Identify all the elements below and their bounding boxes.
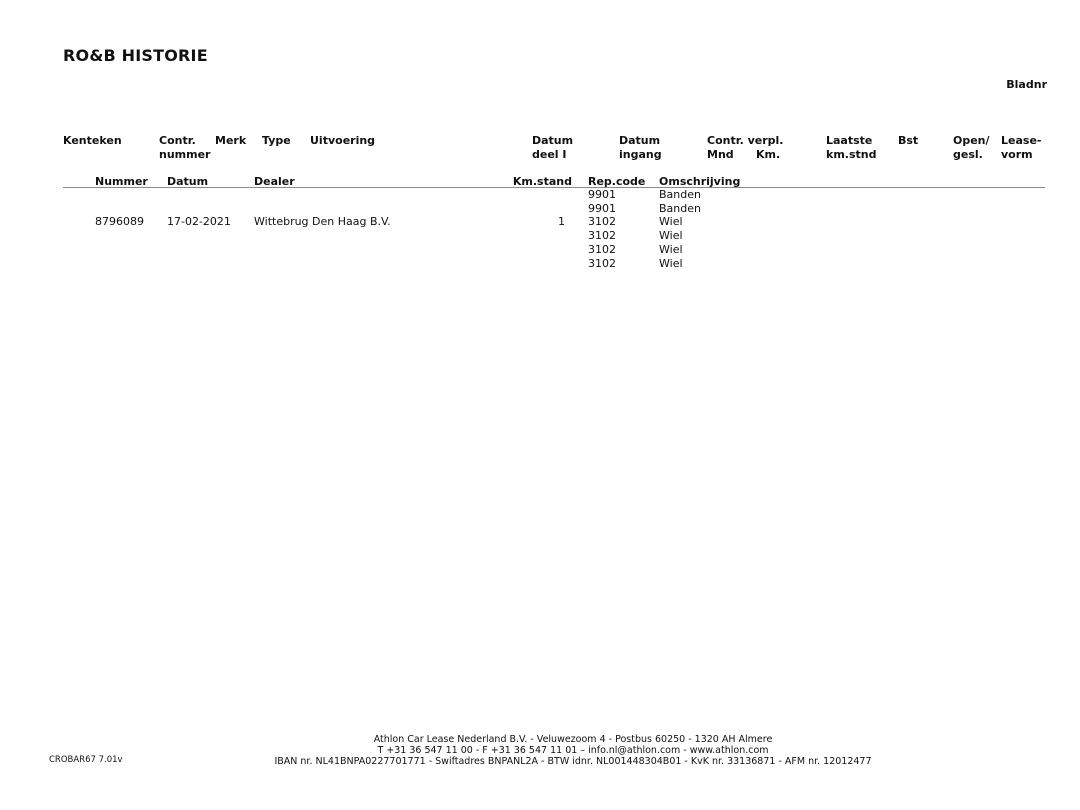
record-kmstand: 1	[558, 215, 565, 228]
col-contr-verpl: Contr. verpl.	[707, 134, 784, 147]
col-kmstand: Km.stand	[512, 175, 572, 188]
header-divider	[63, 187, 1045, 188]
page-title: RO&B HISTORIE	[63, 46, 208, 65]
col-mnd: Mnd	[707, 147, 734, 161]
repair-line-omschrijving: Banden	[659, 202, 701, 215]
footer-registration: IBAN nr. NL41BNPA0227701771 - Swiftadres BNPANL2A - BTW idnr. NL001448304B01 - KvK nr. 33136871 - AFM nr. 12012477	[274, 756, 872, 767]
col-datum: Datum	[167, 175, 209, 188]
record-dealer: Wittebrug Den Haag B.V.	[254, 215, 391, 228]
record-datum: 17-02-2021	[167, 215, 231, 228]
repair-line-omschrijving: Wiel	[659, 215, 683, 228]
repair-line-repcode: 3102	[588, 229, 616, 242]
col-datum-deel-i: Datum deel I	[532, 134, 574, 161]
col-merk: Merk	[215, 134, 247, 147]
col-uitvoering: Uitvoering	[310, 134, 376, 147]
form-code: CROBAR67 7.01v	[49, 755, 123, 765]
col-bst: Bst	[898, 134, 919, 147]
repair-line-omschrijving: Wiel	[659, 229, 683, 242]
repair-line-omschrijving: Wiel	[659, 243, 683, 256]
repair-line-omschrijving: Wiel	[659, 257, 683, 270]
col-laatste-kmstnd: Laatste km.stnd	[826, 134, 877, 161]
col-open-gesl: Open/ gesl.	[953, 134, 990, 161]
col-type: Type	[262, 134, 291, 147]
col-kenteken: Kenteken	[63, 134, 122, 147]
col-km: Km.	[756, 147, 781, 161]
footer-address: Athlon Car Lease Nederland B.V. - Veluwezoom 4 - Postbus 60250 - 1320 AH Almere	[373, 734, 773, 745]
repair-line-repcode: 3102	[588, 257, 616, 270]
repair-line-repcode: 9901	[588, 202, 616, 215]
repair-line-omschrijving: Banden	[659, 188, 701, 201]
col-dealer: Dealer	[254, 175, 295, 188]
col-nummer: Nummer	[95, 175, 148, 188]
col-lease-vorm: Lease- vorm	[1001, 134, 1042, 161]
repair-line-repcode: 3102	[588, 243, 616, 256]
company-footer	[200, 734, 946, 767]
record-nummer: 8796089	[95, 215, 144, 228]
footer-contact: T +31 36 547 11 00 - F +31 36 547 11 01 – info.nl@athlon.com - www.athlon.com	[377, 745, 769, 756]
col-omschrijving: Omschrijving	[659, 175, 741, 188]
page-number-label: Bladnr	[1006, 78, 1047, 91]
col-repcode: Rep.code	[588, 175, 646, 188]
repair-line-repcode: 3102	[588, 215, 616, 228]
col-datum-ingang: Datum ingang	[619, 134, 662, 161]
repair-line-repcode: 9901	[588, 188, 616, 201]
col-contr-nummer: Contr. nummer	[159, 134, 211, 161]
